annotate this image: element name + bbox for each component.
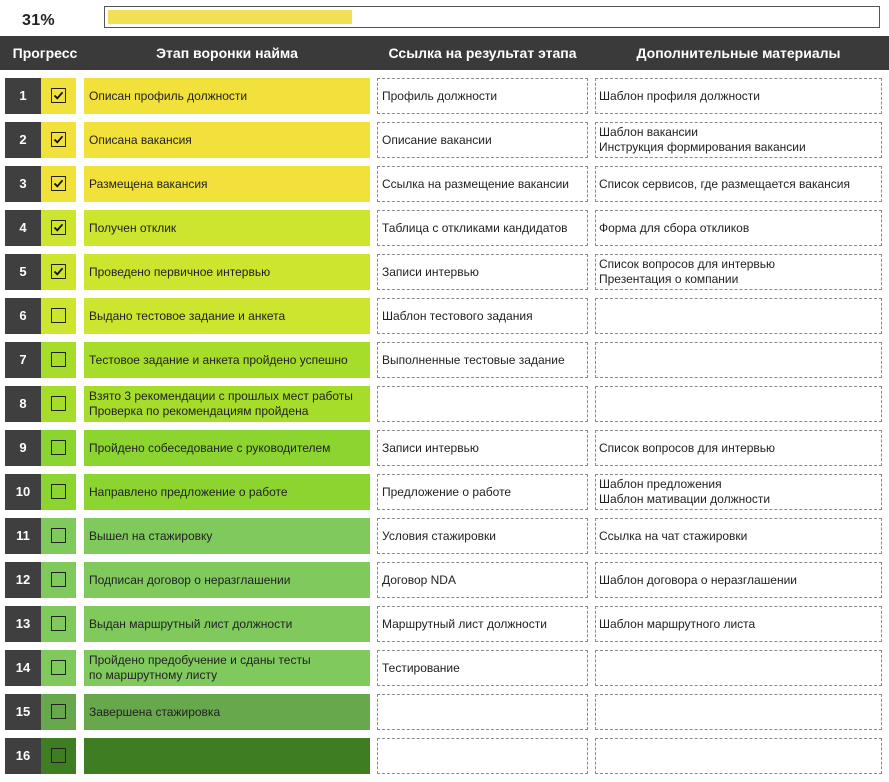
header-stage: Этап воронки найма (156, 45, 298, 61)
step-checkbox-cell (41, 694, 76, 730)
header-progress: Прогресс (12, 45, 78, 61)
step-number: 13 (5, 606, 41, 642)
result-link-cell[interactable]: Маршрутный лист должности (377, 606, 588, 642)
result-link-cell[interactable]: Записи интервью (377, 254, 588, 290)
extra-materials-cell[interactable]: Шаблон вакансии Инструкция формирования вакансии (595, 122, 882, 158)
checkmark-icon (52, 89, 65, 102)
stage-label: Описана вакансия (84, 122, 370, 158)
table-row (0, 518, 889, 562)
step-number: 10 (5, 474, 41, 510)
extra-materials-cell[interactable] (595, 738, 882, 774)
step-checkbox[interactable] (51, 176, 66, 191)
step-checkbox-cell (41, 210, 76, 246)
extra-materials-cell[interactable]: Шаблон маршрутного листа (595, 606, 882, 642)
stage-label: Вышел на стажировку (84, 518, 370, 554)
step-checkbox[interactable] (51, 704, 66, 719)
table-row (0, 650, 889, 694)
result-link-cell[interactable]: Шаблон тестового задания (377, 298, 588, 334)
progress-header (0, 0, 889, 36)
progress-bar (104, 6, 880, 28)
extra-materials-cell[interactable] (595, 386, 882, 422)
step-number: 1 (5, 78, 41, 114)
stage-label: Проведено первичное интервью (84, 254, 370, 290)
stage-label: Пройдено собеседование с руководителем (84, 430, 370, 466)
stage-label: Подписан договор о неразглашении (84, 562, 370, 598)
stage-label: Описан профиль должности (84, 78, 370, 114)
extra-materials-cell[interactable]: Список сервисов, где размещается вакансия (595, 166, 882, 202)
extra-materials-cell[interactable] (595, 342, 882, 378)
step-number: 15 (5, 694, 41, 730)
step-checkbox-cell (41, 342, 76, 378)
stage-label: Взято 3 рекомендации с прошлых мест работы Проверка по рекомендациям пройдена (84, 386, 370, 422)
step-checkbox[interactable] (51, 132, 66, 147)
step-checkbox[interactable] (51, 440, 66, 455)
progress-bar-fill (108, 10, 352, 24)
table-header (0, 36, 889, 70)
header-link: Ссылка на результат этапа (388, 45, 577, 61)
table-row (0, 430, 889, 474)
extra-materials-cell[interactable] (595, 694, 882, 730)
step-checkbox-cell (41, 474, 76, 510)
checkmark-icon (52, 177, 65, 190)
step-checkbox-cell (41, 298, 76, 334)
step-checkbox[interactable] (51, 616, 66, 631)
step-checkbox[interactable] (51, 264, 66, 279)
result-link-cell[interactable]: Договор NDA (377, 562, 588, 598)
step-checkbox[interactable] (51, 528, 66, 543)
result-link-cell[interactable]: Ссылка на размещение вакансии (377, 166, 588, 202)
step-number: 6 (5, 298, 41, 334)
result-link-cell[interactable]: Описание вакансии (377, 122, 588, 158)
extra-materials-cell[interactable]: Шаблон предложения Шаблон мативации должности (595, 474, 882, 510)
step-checkbox-cell (41, 122, 76, 158)
result-link-cell[interactable]: Предложение о работе (377, 474, 588, 510)
extra-materials-cell[interactable]: Шаблон договора о неразглашении (595, 562, 882, 598)
step-checkbox-cell (41, 562, 76, 598)
step-checkbox-cell (41, 430, 76, 466)
step-checkbox-cell (41, 386, 76, 422)
step-checkbox[interactable] (51, 220, 66, 235)
table-row (0, 738, 889, 782)
step-checkbox[interactable] (51, 572, 66, 587)
result-link-cell[interactable]: Записи интервью (377, 430, 588, 466)
result-link-cell[interactable] (377, 738, 588, 774)
step-number: 9 (5, 430, 41, 466)
stage-label: Выдано тестовое задание и анкета (84, 298, 370, 334)
step-checkbox[interactable] (51, 660, 66, 675)
table-row (0, 606, 889, 650)
extra-materials-cell[interactable]: Список вопросов для интервью Презентация о компании (595, 254, 882, 290)
table-row (0, 122, 889, 166)
step-number: 16 (5, 738, 41, 774)
step-number: 2 (5, 122, 41, 158)
stage-label: Размещена вакансия (84, 166, 370, 202)
table-row (0, 166, 889, 210)
table-row (0, 78, 889, 122)
extra-materials-cell[interactable]: Список вопросов для интервью (595, 430, 882, 466)
table-row (0, 694, 889, 738)
table-row (0, 342, 889, 386)
result-link-cell[interactable]: Тестирование (377, 650, 588, 686)
extra-materials-cell[interactable] (595, 650, 882, 686)
step-checkbox-cell (41, 650, 76, 686)
result-link-cell[interactable] (377, 694, 588, 730)
step-number: 14 (5, 650, 41, 686)
table-row (0, 254, 889, 298)
table-row (0, 386, 889, 430)
progress-percent: 31% (22, 12, 55, 29)
step-checkbox[interactable] (51, 748, 66, 763)
step-checkbox[interactable] (51, 308, 66, 323)
extra-materials-cell[interactable] (595, 298, 882, 334)
step-checkbox-cell (41, 78, 76, 114)
checkmark-icon (52, 221, 65, 234)
stage-label: Выдан маршрутный лист должности (84, 606, 370, 642)
extra-materials-cell[interactable]: Шаблон профиля должности (595, 78, 882, 114)
step-checkbox-cell (41, 166, 76, 202)
step-checkbox[interactable] (51, 484, 66, 499)
extra-materials-cell[interactable]: Ссылка на чат стажировки (595, 518, 882, 554)
stage-label: Получен отклик (84, 210, 370, 246)
stage-label (84, 738, 370, 774)
checkmark-icon (52, 265, 65, 278)
table-row (0, 474, 889, 518)
step-number: 3 (5, 166, 41, 202)
stage-label: Направлено предложение о работе (84, 474, 370, 510)
result-link-cell[interactable] (377, 386, 588, 422)
header-extra: Дополнительные материалы (636, 45, 841, 61)
step-number: 7 (5, 342, 41, 378)
result-link-cell[interactable]: Выполненные тестовые задание (377, 342, 588, 378)
step-number: 11 (5, 518, 41, 554)
table-row (0, 298, 889, 342)
stage-label: Завершена стажировка (84, 694, 370, 730)
result-link-cell[interactable]: Условия стажировки (377, 518, 588, 554)
step-checkbox[interactable] (51, 396, 66, 411)
result-link-cell[interactable]: Таблица с откликами кандидатов (377, 210, 588, 246)
checkmark-icon (52, 133, 65, 146)
step-checkbox-cell (41, 518, 76, 554)
step-number: 5 (5, 254, 41, 290)
step-checkbox-cell (41, 738, 76, 774)
stage-label: Тестовое задание и анкета пройдено успешно (84, 342, 370, 378)
step-checkbox-cell (41, 254, 76, 290)
step-number: 8 (5, 386, 41, 422)
table-row (0, 210, 889, 254)
step-number: 4 (5, 210, 41, 246)
step-checkbox-cell (41, 606, 76, 642)
step-number: 12 (5, 562, 41, 598)
result-link-cell[interactable]: Профиль должности (377, 78, 588, 114)
step-checkbox[interactable] (51, 352, 66, 367)
stage-label: Пройдено предобучение и сданы тесты по маршрутному листу (84, 650, 370, 686)
table-row (0, 562, 889, 606)
extra-materials-cell[interactable]: Форма для сбора откликов (595, 210, 882, 246)
step-checkbox[interactable] (51, 88, 66, 103)
